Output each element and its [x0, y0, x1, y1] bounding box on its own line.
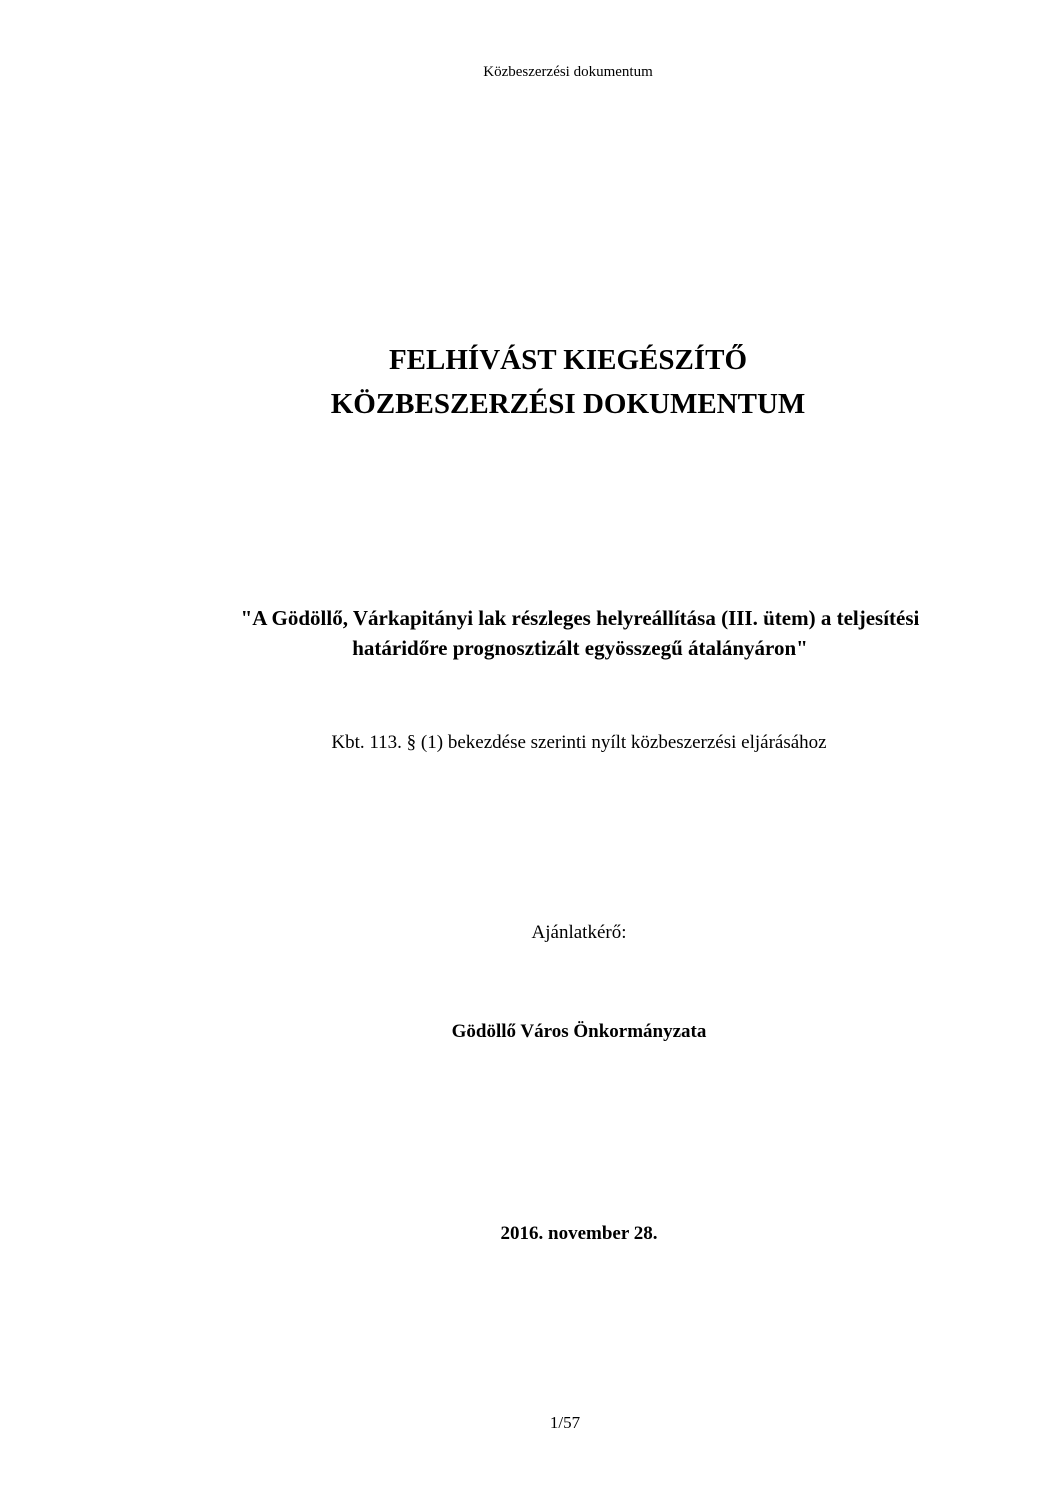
project-name — [160, 603, 1000, 663]
project-name-line-2: határidőre prognosztizált egyösszegű átalányáron" — [352, 636, 808, 660]
document-title-line-2: KÖZBESZERZÉSI DOKUMENTUM — [330, 388, 806, 420]
project-name-line-1: "A Gödöllő, Várkapitányi lak részleges helyreállítása (III. ütem) a teljesítési — [240, 606, 920, 630]
requester-label: Ajánlatkérő: — [531, 922, 627, 943]
page-number: 1/57 — [549, 1413, 581, 1432]
document-date: 2016. november 28. — [500, 1223, 658, 1244]
running-header: Közbeszerzési dokumentum — [483, 64, 653, 80]
document-title-line-1: FELHÍVÁST KIEGÉSZÍTŐ — [388, 344, 748, 376]
document-title — [0, 338, 1058, 426]
requester-name: Gödöllő Város Önkormányzata — [451, 1021, 707, 1042]
procedure-description: Kbt. 113. § (1) bekezdése szerinti nyílt közbeszerzési eljárásához — [331, 732, 827, 753]
